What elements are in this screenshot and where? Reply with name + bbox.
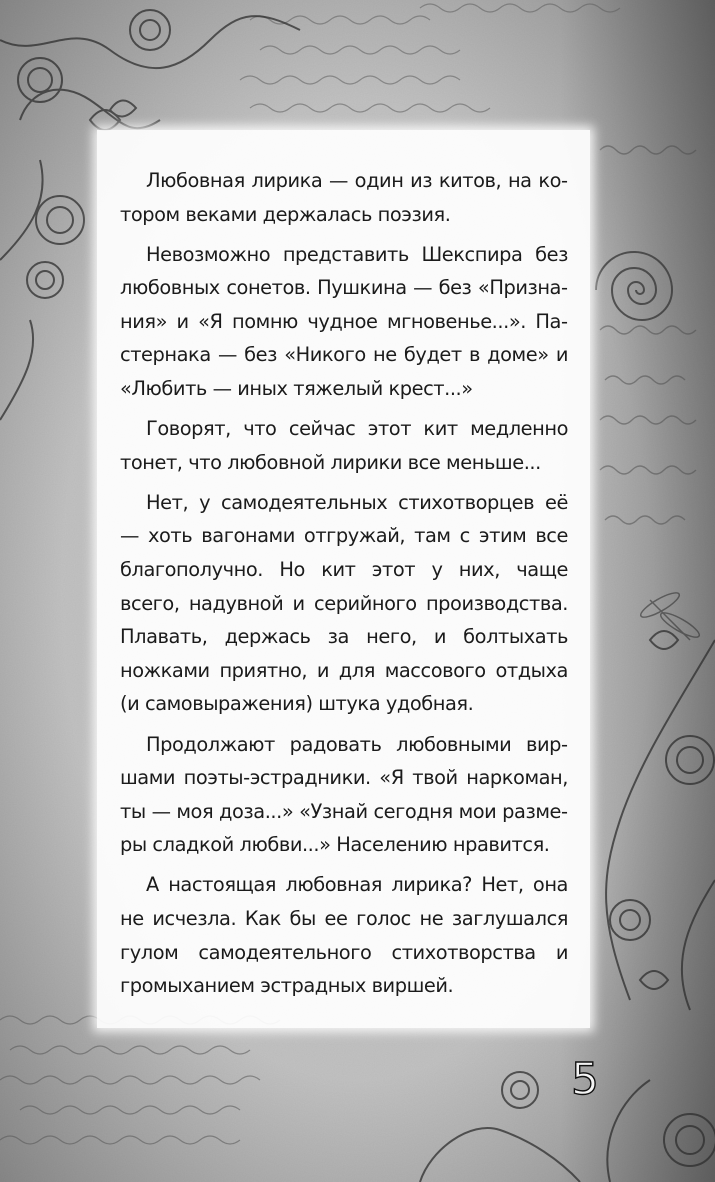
paragraph: Любовная лирика — один из китов, на котором веками держалась поэзия.	[120, 169, 568, 226]
paragraph: А настоящая любовная лирика? Нет, она не исчезла. Как бы ее голос не заглушался гулом самодеятельного стихотворства и громыханием эстрадных виршей.	[120, 873, 568, 998]
page-number: 5	[571, 1054, 599, 1105]
paragraph: Продолжают радовать любовными виршами поэты-эстрадники. «Я твой наркоман, ты — моя доза...» «Узнай сегодня мои размеры сладкой любви...» Населению нравится.	[120, 732, 568, 857]
paragraph: Говорят, что сейчас этот кит медленно тонет, что любовной лирики все меньше...	[120, 417, 568, 474]
paragraph: Нет, у самодеятельных стихотворцев её — хоть вагонами отгружай, там с этим все благополучно. Но кит этот у них, чаще всего, надувной и серийного производства. Плавать, держась за него, и болтыхать ножками приятно, и для массового отдыха (и самовыражения) штука удобная.	[120, 490, 568, 716]
article-body	[120, 164, 568, 1009]
paragraph: Невозможно представить Шекспира без любовных сонетов. Пушкина — без «Признания» и «Я помню чудное мгновенье...». Пастернака — без «Никого не будет в доме» и «Любить — иных тяжелый крест...»	[120, 242, 568, 401]
